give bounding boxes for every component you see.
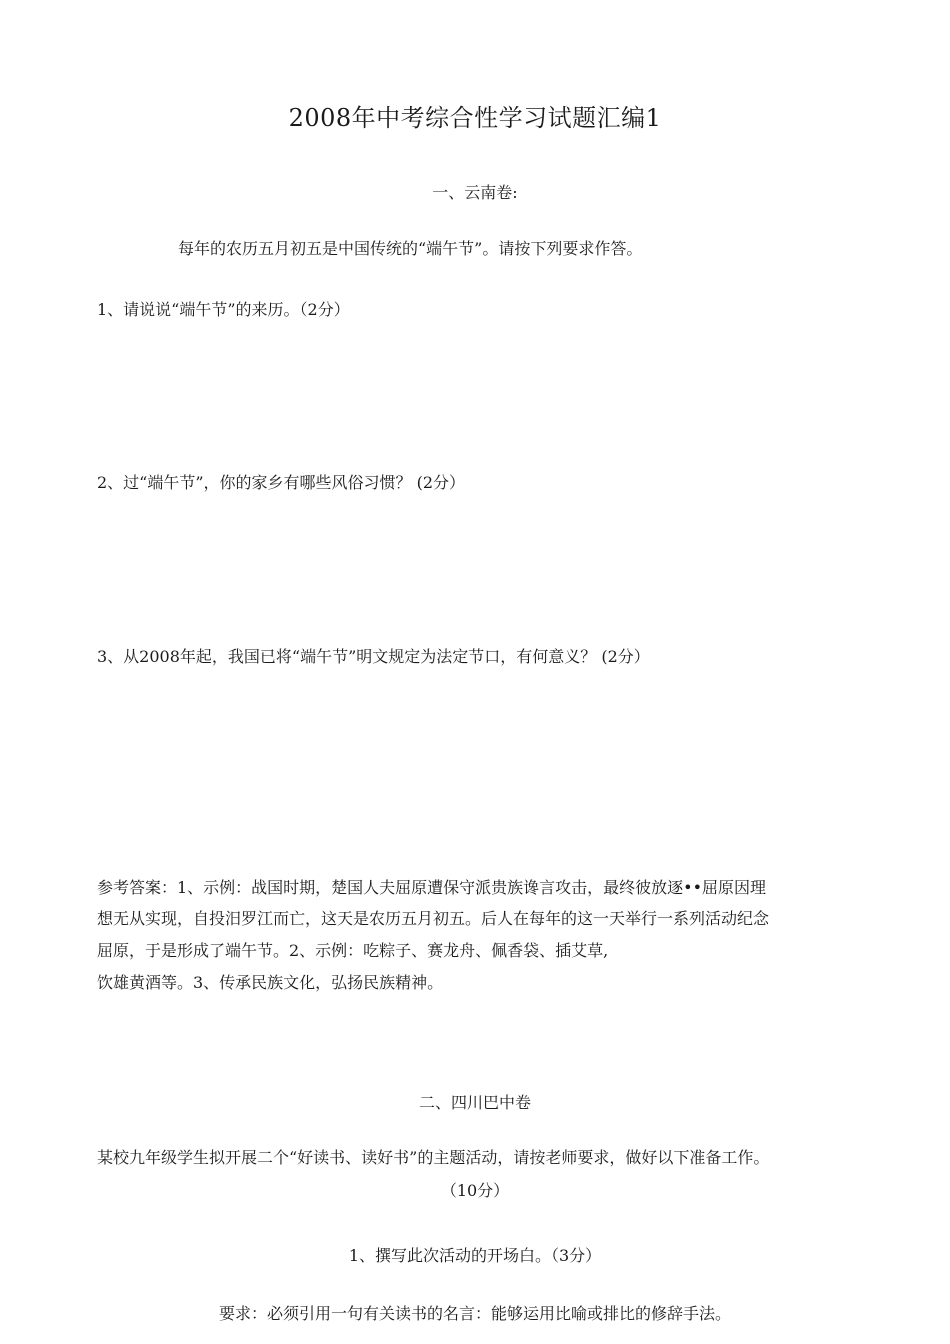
question-1: 1、请说说“端午节”的来历。（2分） — [97, 300, 350, 319]
answer-line: 屈原，于是形成了端午节。2、示例：吃粽子、赛龙舟、佩香袋、插艾草, — [97, 941, 609, 960]
section2-heading: 二、四川巴中卷 — [418, 1093, 531, 1112]
answer-line: 参考答案：1、示例：战国时期，楚国人夫屈原遭保守派贵族谗言攻击，最终彼放逐••屈原因理 — [97, 878, 767, 897]
question-3: 3、从2008年起，我国已将“端午节”明文规定为法定节口，有何意义？ (2分） — [97, 647, 650, 666]
section1-heading: 一、云南卷: — [432, 183, 518, 202]
section2-requirement: 要求：必须引用一句有关读书的名言：能够运用比喻或排比的修辞手法。 — [218, 1304, 731, 1323]
answer-line: 想无从实现，自投汨罗江而亡，这天是农历五月初五。后人在每年的这一天举行一系列活动纪念 — [97, 909, 770, 928]
question-2: 2、过“端午节”，你的家乡有哪些风俗习惯？ (2分） — [97, 473, 466, 492]
section1-intro: 每年的农历五月初五是中国传统的“端午节”。请按下列要求作答。 — [178, 239, 643, 258]
answer-line: 饮雄黄酒等。3、传承民族文化，弘扬民族精神。 — [97, 973, 444, 992]
section2-score: （10分） — [440, 1181, 510, 1200]
document-title: 2008年中考综合性学习试题汇编1 — [288, 104, 662, 132]
section2-intro: 某校九年级学生拟开展二个“好读书、读好书”的主题活动，请按老师要求，做好以下准备工作。 — [97, 1148, 770, 1167]
section2-question-1: 1、撰写此次活动的开场白。（3分） — [348, 1246, 602, 1265]
